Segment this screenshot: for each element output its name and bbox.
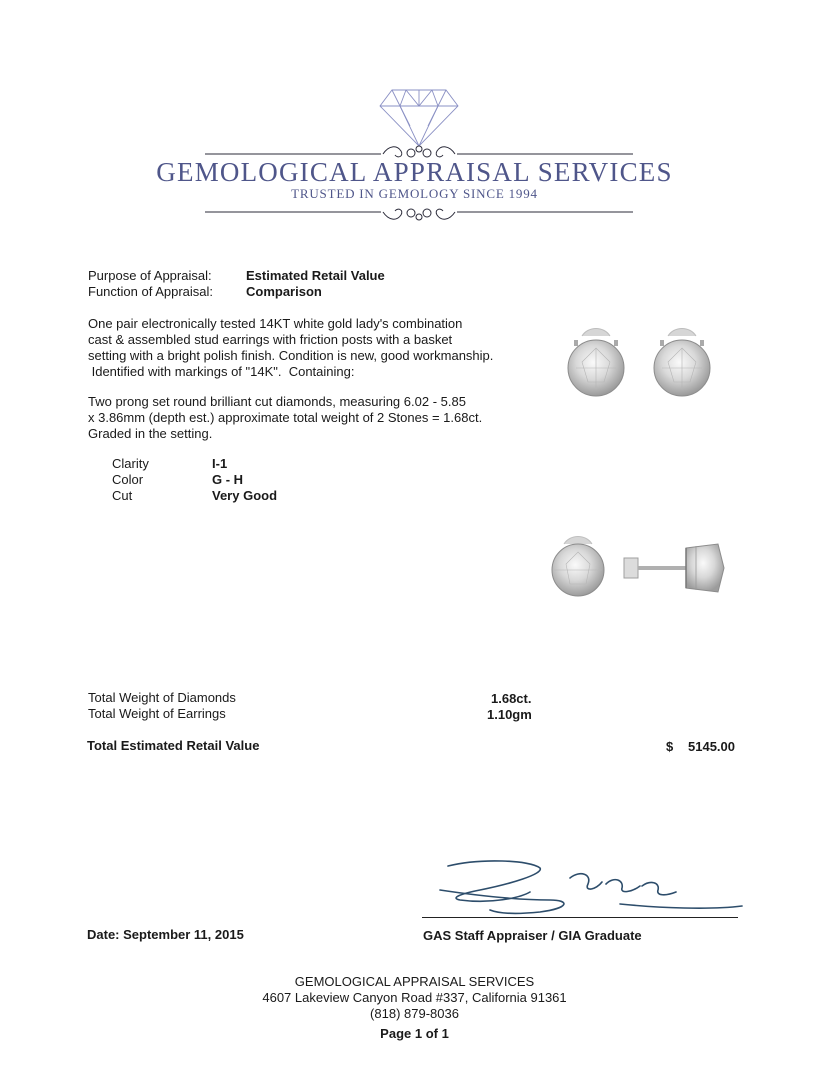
retail-value-label: Total Estimated Retail Value [87, 738, 260, 753]
earrings-weight-label: Total Weight of Earrings [88, 706, 226, 721]
clarity-label: Clarity [112, 456, 149, 471]
appraiser-title: GAS Staff Appraiser / GIA Graduate [423, 928, 642, 943]
appraisal-date: Date: September 11, 2015 [87, 927, 244, 942]
footer-phone: (818) 879-8036 [370, 1006, 459, 1021]
stone-description-line: Graded in the setting. [88, 426, 213, 441]
retail-value: 5145.00 [688, 739, 735, 754]
currency-symbol: $ [666, 739, 674, 754]
stone-description-line: Two prong set round brilliant cut diamonds, measuring 6.02 - 5.85 [88, 394, 466, 409]
clarity-value: I-1 [212, 456, 228, 471]
page-number: Page 1 of 1 [380, 1026, 449, 1041]
item-description-line: setting with a bright polish finish. Condition is new, good workmanship. [88, 348, 494, 363]
diamonds-weight-value: 1.68ct. [491, 691, 532, 706]
ornamental-divider-bottom [205, 201, 633, 223]
footer-address: 4607 Lakeview Canyon Road #337, California 91361 [262, 990, 567, 1005]
item-description [88, 316, 528, 380]
color-value: G - H [212, 472, 244, 487]
purpose-label: Purpose of Appraisal: [88, 268, 212, 283]
item-description-line: One pair electronically tested 14KT white gold lady's combination [88, 316, 463, 331]
function-value: Comparison [246, 284, 322, 299]
earrings-side-photo [546, 530, 730, 608]
stone-description [88, 394, 528, 442]
footer-company: GEMOLOGICAL APPRAISAL SERVICES [294, 974, 535, 989]
stone-description-line: x 3.86mm (depth est.) approximate total weight of 2 Stones = 1.68ct. [88, 410, 483, 425]
item-description-line: cast & assembled stud earrings with friction posts with a basket [88, 332, 453, 347]
item-description-line: Identified with markings of "14K". Containing: [88, 364, 355, 379]
earrings-weight-value: 1.10gm [487, 707, 532, 722]
cut-value: Very Good [212, 488, 278, 503]
purpose-value: Estimated Retail Value [246, 268, 385, 283]
appraiser-signature [420, 856, 750, 922]
company-tagline: TRUSTED IN GEMOLOGY SINCE 1994 [291, 186, 538, 201]
company-name: GEMOLOGICAL APPRAISAL SERVICES [156, 157, 673, 187]
function-label: Function of Appraisal: [88, 284, 214, 299]
diamond-icon [378, 86, 460, 148]
signature-line [422, 917, 738, 918]
color-label: Color [112, 472, 144, 487]
cut-label: Cut [112, 488, 133, 503]
diamonds-weight-label: Total Weight of Diamonds [88, 690, 236, 705]
earrings-front-photo [552, 318, 728, 408]
